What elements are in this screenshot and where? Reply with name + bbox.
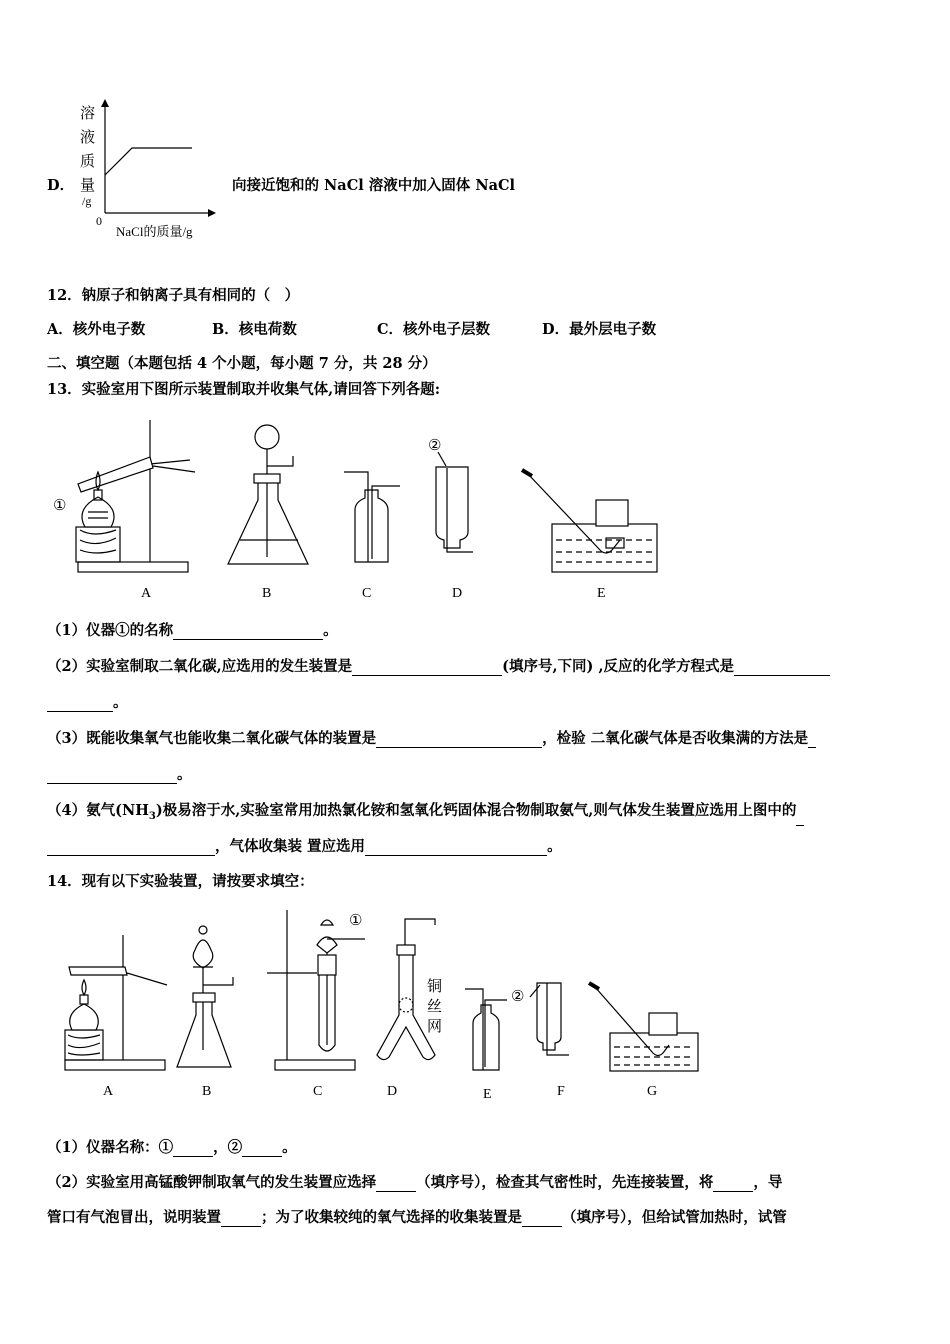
q14-p1-blank-2[interactable] bbox=[242, 1142, 282, 1157]
q14-part-2 bbox=[47, 1174, 782, 1192]
q13-part-2 bbox=[47, 658, 830, 676]
q13-apparatus-e bbox=[522, 470, 657, 572]
graph-y-unit: /g bbox=[82, 194, 92, 208]
q13-label-d: D bbox=[452, 586, 463, 601]
graph-y-label-3: 质 bbox=[80, 154, 96, 170]
graph-origin: 0 bbox=[96, 214, 102, 228]
graph-curve bbox=[105, 148, 192, 175]
q13-p2-text-b: (填序号,下同) ,反应的化学方程式是 bbox=[502, 658, 735, 675]
q13-p4-text-a: （4）氨气(NH bbox=[47, 802, 149, 819]
q13-p4-generator-blank[interactable] bbox=[796, 811, 804, 826]
q14-p2-airtight-blank[interactable] bbox=[221, 1212, 261, 1227]
q13-p1-text-a: （1）仪器①的名称 bbox=[47, 622, 174, 639]
q14-p2-text-a: （2）实验室用高锰酸钾制取氧气的发生装置应选择 bbox=[47, 1174, 377, 1191]
q13-label-a: A bbox=[141, 586, 152, 601]
q13-p4-generator-blank-cont[interactable] bbox=[47, 841, 215, 856]
q13-apparatus-b bbox=[228, 425, 308, 564]
q14-copper-mesh-3: 网 bbox=[427, 1019, 443, 1035]
q13-apparatus-a bbox=[76, 420, 195, 572]
q13-stem: 13．实验室用下图所示装置制取并收集气体,请回答下列各题: bbox=[47, 381, 441, 398]
q13-label-b: B bbox=[262, 586, 272, 601]
q14-p1-text-b: ，② bbox=[213, 1139, 243, 1156]
q14-p1-blank-1[interactable] bbox=[173, 1142, 213, 1157]
q13-label-e: E bbox=[597, 586, 606, 601]
q14-p2-text-c: ，导 bbox=[753, 1174, 783, 1191]
q14-label-b: B bbox=[202, 1084, 212, 1099]
q13-part-3-cont bbox=[47, 766, 192, 784]
q14-label-c: C bbox=[313, 1084, 323, 1099]
q13-p3-method-blank[interactable] bbox=[808, 733, 816, 748]
graph-x-arrow bbox=[208, 209, 216, 217]
graph-y-label-4: 量 bbox=[80, 178, 96, 194]
q13-p4-text-b: )极易溶于水,实验室常用加热氯化铵和氢氧化钙固体混合物制取氨气,则气体发生装置应选用上图中的 bbox=[155, 802, 797, 819]
q13-p4-text-c: ，气体收集装 置应选用 bbox=[215, 838, 366, 855]
q14-apparatus-e bbox=[465, 989, 507, 1070]
q14-apparatus-b bbox=[177, 926, 233, 1067]
q12-option-c: C．核外电子层数 bbox=[377, 321, 491, 338]
q14-p1-text-c: 。 bbox=[282, 1139, 297, 1156]
q14-p2-text-e: ；为了收集较纯的氧气选择的收集装置是 bbox=[261, 1209, 522, 1226]
q13-p2-equation-blank-cont[interactable] bbox=[47, 697, 113, 712]
q14-label-a: A bbox=[103, 1084, 114, 1099]
q14-label-f: F bbox=[557, 1084, 565, 1099]
q13-part-4-cont bbox=[47, 838, 562, 856]
q14-marker-2: ② bbox=[511, 989, 525, 1005]
q14-p2-text-f: （填序号），但给试管加热时，试管 bbox=[562, 1209, 787, 1226]
graph-x-label: NaCl的质量/g bbox=[116, 224, 193, 239]
q13-p3-text-a: （3）既能收集氧气也能收集二氧化碳气体的装置是 bbox=[47, 730, 377, 747]
q12-option-a: A．核外电子数 bbox=[47, 321, 146, 338]
q12-option-d: D．最外层电子数 bbox=[542, 321, 657, 338]
q14-p2-text-b: （填序号），检查其气密性时，先连接装置，将 bbox=[416, 1174, 714, 1191]
q14-apparatus-c bbox=[267, 910, 365, 1070]
q14-p2-step-blank[interactable] bbox=[713, 1177, 753, 1192]
graph-y-label-1: 溶 bbox=[80, 106, 96, 122]
q13-p4-subscript: 3 bbox=[148, 810, 156, 822]
q13-p3-device-blank[interactable] bbox=[376, 733, 542, 748]
q13-p1-text-b: 。 bbox=[323, 622, 338, 639]
q13-p4-text-d: 。 bbox=[547, 838, 562, 855]
q11-option-d-label: D． bbox=[47, 177, 75, 194]
q14-label-g: G bbox=[647, 1084, 658, 1099]
q13-apparatus-figure bbox=[50, 412, 670, 607]
q14-marker-1: ① bbox=[349, 913, 363, 929]
q14-p2-collector-blank[interactable] bbox=[522, 1212, 562, 1227]
q14-copper-mesh-1: 铜 bbox=[427, 979, 443, 995]
q14-part-1 bbox=[47, 1139, 297, 1157]
q14-apparatus-g bbox=[589, 983, 698, 1071]
q14-apparatus-f bbox=[530, 983, 569, 1055]
q13-part-3 bbox=[47, 730, 816, 748]
q13-p3-text-b: ，检验 二氧化碳气体是否收集满的方法是 bbox=[542, 730, 809, 747]
q14-apparatus-figure bbox=[55, 905, 705, 1100]
q14-apparatus-a bbox=[65, 935, 167, 1070]
q11-solution-mass-graph bbox=[70, 98, 230, 243]
q11-option-d-text: 向接近饱和的 NaCl 溶液中加入固体 NaCl bbox=[232, 177, 516, 194]
q13-p3-text-c: 。 bbox=[177, 766, 192, 783]
q12-stem: 12．钠原子和钠离子具有相同的（ ） bbox=[47, 287, 300, 304]
q14-label-e: E bbox=[483, 1087, 492, 1102]
q13-apparatus-c bbox=[344, 472, 400, 562]
q14-copper-mesh-2: 丝 bbox=[427, 999, 443, 1015]
q13-label-c: C bbox=[362, 586, 372, 601]
q13-p2-equation-blank[interactable] bbox=[734, 661, 830, 676]
q13-part-2-cont bbox=[47, 694, 128, 712]
q13-p4-collector-blank[interactable] bbox=[365, 841, 547, 856]
graph-y-arrow bbox=[101, 99, 109, 107]
q13-marker-1: ① bbox=[53, 498, 67, 514]
q13-p2-text-c: 。 bbox=[113, 694, 128, 711]
graph-y-label-2: 液 bbox=[80, 130, 96, 146]
q13-part-4 bbox=[47, 802, 804, 826]
q13-apparatus-d bbox=[436, 452, 473, 552]
q13-marker-2: ② bbox=[428, 438, 442, 454]
q13-p1-answer-blank[interactable] bbox=[173, 625, 323, 640]
q13-p3-method-blank-cont[interactable] bbox=[47, 769, 177, 784]
section-2-heading: 二、填空题（本题包括 4 个小题，每小题 7 分，共 28 分） bbox=[47, 355, 437, 372]
q14-p1-text-a: （1）仪器名称：① bbox=[47, 1139, 174, 1156]
q13-p2-device-blank[interactable] bbox=[352, 661, 502, 676]
q12-option-b: B．核电荷数 bbox=[212, 321, 297, 338]
q13-p2-text-a: （2）实验室制取二氧化碳,应选用的发生装置是 bbox=[47, 658, 353, 675]
q14-label-d: D bbox=[387, 1084, 398, 1099]
q14-part-2-cont bbox=[47, 1209, 787, 1227]
q13-part-1 bbox=[47, 622, 338, 640]
q14-p2-text-d: 管口有气泡冒出，说明装置 bbox=[47, 1209, 221, 1226]
q14-stem: 14．现有以下实验装置，请按要求填空： bbox=[47, 873, 314, 890]
q14-p2-device-blank[interactable] bbox=[376, 1177, 416, 1192]
